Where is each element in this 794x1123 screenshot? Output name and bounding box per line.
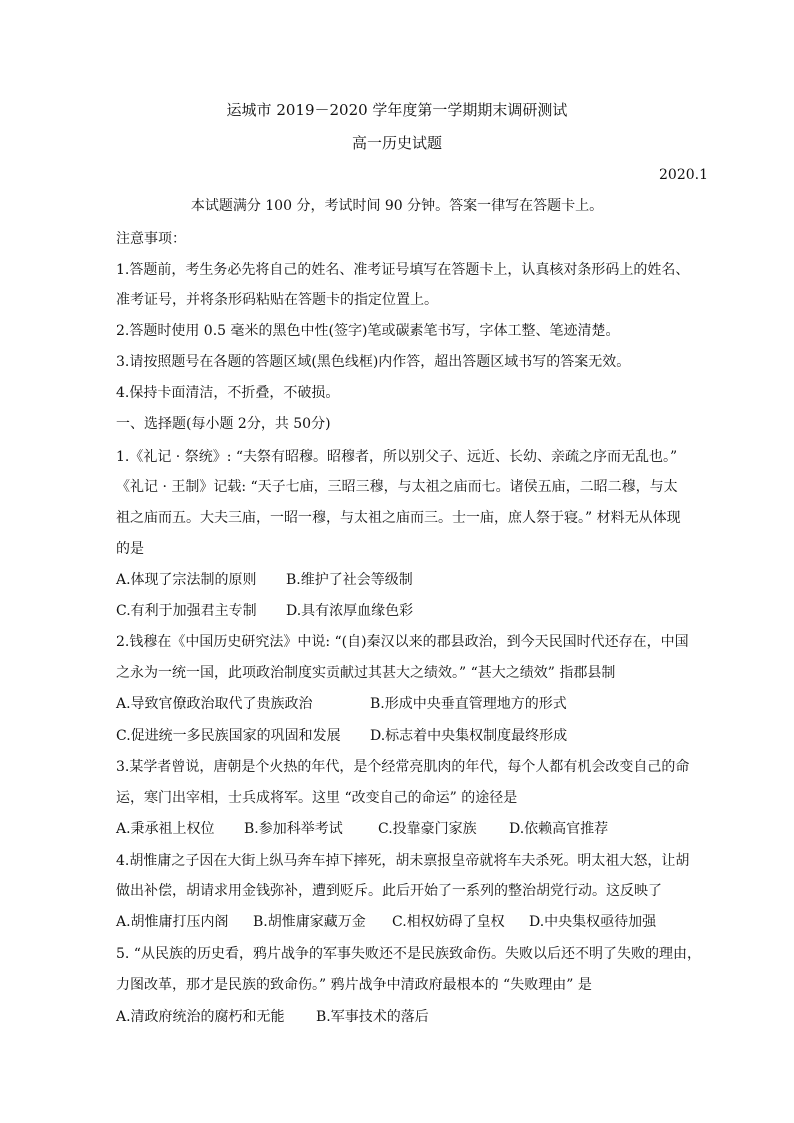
q1-line-3: 祖之庙而五。大夫三庙，一昭一穆，与太祖之庙而三。士一庙，庶人祭于寝。” 材料无从体现 (116, 510, 681, 526)
q3-option-c: C.投靠豪门家族 (378, 821, 477, 837)
section-heading: 一、选择题(每小题 2分，共 50分) (116, 416, 331, 432)
note-4: 4.保持卡面清洁，不折叠，不破损。 (116, 385, 340, 401)
q5-line-1: 5. “从民族的历史看，鸦片战争的军事失败还不是民族致命伤。失败以后还不明了失败的理由， (116, 946, 701, 962)
q5-option-b: B.军事技术的落后 (316, 1009, 429, 1025)
q2-option-b: B.形成中央垂直管理地方的形式 (370, 696, 567, 712)
q4-line-2: 做出补偿，胡请求用金钱弥补，遭到贬斥。此后开始了一系列的整治胡党行动。这反映了 (116, 883, 662, 899)
q2-line-2: 之永为一统一国，此项政治制度实贡献过其甚大之绩效。” “甚大之绩效” 指郡县制 (116, 665, 616, 681)
q4-option-c: C.相权妨碍了皇权 (392, 914, 505, 930)
note-1-line-2: 准考证号，并将条形码粘贴在答题卡的指定位置上。 (116, 292, 438, 308)
exam-intro: 本试题满分 100 分，考试时间 90 分钟。答案一律写在答题卡上。 (190, 198, 604, 214)
q2-option-d: D.标志着中央集权制度最终形成 (370, 728, 568, 744)
q4-line-1: 4.胡惟庸之子因在大街上纵马奔车掉下摔死，胡未禀报皇帝就将车夫杀死。明太祖大怒，让胡 (116, 853, 690, 869)
exam-subtitle: 高一历史试题 (351, 134, 442, 152)
q1-line-2: 《礼记 · 王制》记载: “天子七庙，三昭三穆，与太祖之庙而七。诸侯五庙，二昭二穆，与太 (116, 479, 678, 495)
q1-line-1: 1.《礼记 · 祭统》: “夫祭有昭穆。昭穆者，所以别父子、远近、长幼、亲疏之序而无乱也。” (116, 449, 678, 465)
note-1-line-1: 1.答题前，考生务必先将自己的姓名、准考证号填写在答题卡上，认真核对条形码上的姓名、 (116, 262, 690, 278)
q3-line-2: 运，寒门出宰相，士兵成将军。这里 “改变自己的命运” 的途径是 (116, 790, 518, 806)
q3-option-d: D.依赖高官推荐 (509, 821, 609, 837)
q1-option-b: B.维护了社会等级制 (286, 572, 413, 588)
q3-option-a: A.秉承祖上权位 (116, 821, 215, 837)
q1-option-c: C.有利于加强君主专制 (116, 603, 257, 619)
q1-option-a: A.体现了宗法制的原则 (116, 572, 257, 588)
q2-line-1: 2.钱穆在《中国历史研究法》中说: “(自)秦汉以来的郡县政治，到今天民国时代还存在，中国 (116, 634, 689, 650)
note-3: 3.请按照题号在各题的答题区域(黑色线框)内作答，超出答题区域书写的答案无效。 (116, 354, 631, 370)
q5-line-2: 力图改革，那才是民族的致命伤。” 鸦片战争中清政府最根本的 “失败理由” 是 (116, 977, 592, 993)
q1-line-4: 的是 (116, 541, 144, 557)
exam-title: 运城市 2019－2020 学年度第一学期期末调研测试 (226, 101, 568, 119)
q4-option-b: B.胡惟庸家藏万金 (253, 914, 366, 930)
q2-option-a: A.导致官僚政治取代了贵族政治 (116, 696, 313, 712)
q3-line-1: 3.某学者曾说，唐朝是个火热的年代，是个经常亮肌肉的年代，每个人都有机会改变自己的命 (116, 759, 690, 775)
notes-heading: 注意事项： (116, 231, 186, 247)
q4-option-a: A.胡惟庸打压内阁 (116, 914, 229, 930)
exam-date: 2020.1 (659, 167, 708, 183)
q5-option-a: A.清政府统治的腐朽和无能 (116, 1009, 285, 1025)
q1-option-d: D.具有浓厚血缘色彩 (286, 603, 414, 619)
note-2: 2.答题时使用 0.5 毫米的黑色中性(签字)笔或碳素笔书写，字体工整、笔迹清楚。 (116, 323, 620, 339)
q3-option-b: B.参加科举考试 (244, 821, 343, 837)
q2-option-c: C.促进统一多民族国家的巩固和发展 (116, 728, 341, 744)
q4-option-d: D.中央集权亟待加强 (529, 914, 657, 930)
